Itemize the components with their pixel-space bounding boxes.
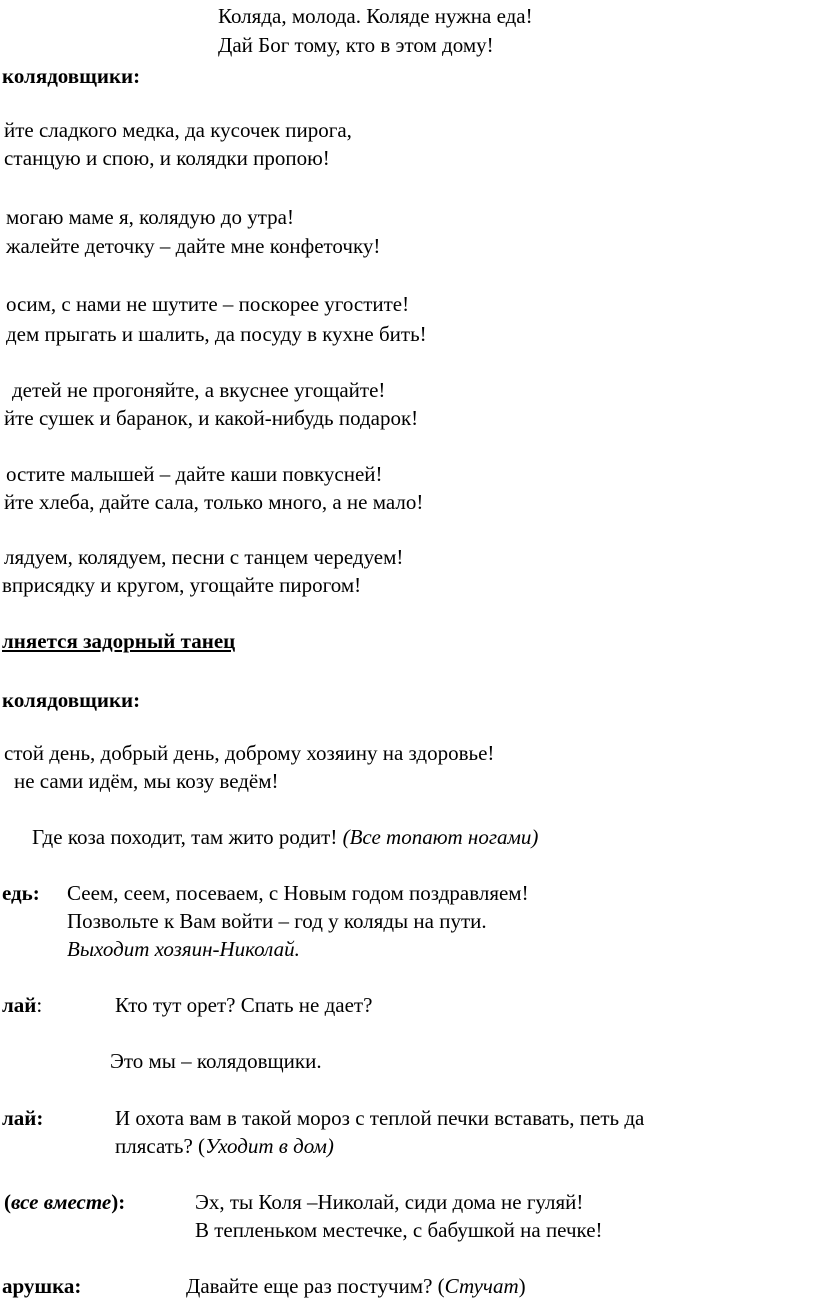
stage-direction: Стучат bbox=[444, 1274, 519, 1298]
text-line: Коляда, молода. Коляде нужна еда! bbox=[218, 4, 533, 28]
speaker-label: лай: bbox=[2, 1106, 44, 1130]
speaker-name: лай bbox=[2, 993, 37, 1017]
text-line bbox=[32, 825, 538, 850]
text-line: Позвольте к Вам войти – год у коляды на пути. bbox=[67, 909, 487, 933]
speaker-note: все вместе bbox=[11, 1190, 112, 1214]
text-line: йте хлеба, дайте сала, только много, а не мало! bbox=[4, 490, 424, 514]
text-line bbox=[115, 1134, 334, 1159]
text-line: дем прыгать и шалить, да посуду в кухне бить! bbox=[6, 322, 427, 346]
speaker-label bbox=[4, 1190, 125, 1215]
speaker-label: едь: bbox=[2, 881, 40, 905]
stage-direction-heading: лняется задорный танец bbox=[2, 629, 236, 653]
text-line: Это мы – колядовщики. bbox=[110, 1049, 322, 1073]
line-text: Давайте еще раз постучим? ( bbox=[186, 1274, 445, 1298]
colon: : bbox=[36, 993, 43, 1017]
line-text: плясать? ( bbox=[115, 1134, 206, 1158]
text-line: стой день, добрый день, доброму хозяину на здоровье! bbox=[4, 741, 495, 765]
line-text: Где коза походит, там жито родит! bbox=[32, 825, 338, 849]
text-line: И охота вам в такой мороз с теплой печки вставать, петь да bbox=[115, 1106, 645, 1130]
text-line: детей не прогоняйте, а вкуснее угощайте! bbox=[12, 378, 386, 402]
text-line: В тепленьком местечке, с бабушкой на печке! bbox=[195, 1218, 603, 1242]
text-line: вприсядку и кругом, угощайте пирогом! bbox=[2, 573, 362, 597]
text-line bbox=[186, 1274, 526, 1299]
paren-open: ( bbox=[4, 1190, 11, 1214]
text-line: станцую и спою, и колядки пропою! bbox=[4, 146, 330, 170]
text-line: осим, с нами не шутите – поскорее угостите! bbox=[6, 292, 410, 316]
text-line: Эх, ты Коля –Николай, сиди дома не гуляй! bbox=[195, 1190, 584, 1214]
stage-direction: Уходит в дом) bbox=[205, 1134, 334, 1158]
text-line: Кто тут орет? Спать не дает? bbox=[115, 993, 373, 1017]
paren-close: ): bbox=[111, 1190, 126, 1214]
speaker-heading: колядовщики: bbox=[2, 64, 141, 88]
text-line: могаю маме я, колядую до утра! bbox=[6, 205, 294, 229]
text-line: йте сладкого медка, да кусочек пирога, bbox=[4, 118, 352, 142]
text-line: Дай Бог тому, кто в этом дому! bbox=[218, 33, 494, 57]
text-line: Сеем, сеем, посеваем, с Новым годом поздравляем! bbox=[67, 881, 529, 905]
text-line: йте сушек и баранок, и какой-нибудь подарок! bbox=[4, 406, 419, 430]
stage-direction: Выходит хозяин-Николай. bbox=[67, 937, 300, 961]
text-line: лядуем, колядуем, песни с танцем чередуем! bbox=[4, 545, 404, 569]
paren-close: ) bbox=[518, 1274, 526, 1298]
speaker-label: арушка: bbox=[2, 1274, 82, 1298]
text-line: не сами идём, мы козу ведём! bbox=[14, 769, 279, 793]
stage-direction: (Все топают ногами) bbox=[342, 825, 539, 849]
text-line: остите малышей – дайте каши повкусней! bbox=[6, 462, 383, 486]
text-line: жалейте деточку – дайте мне конфеточку! bbox=[6, 234, 381, 258]
speaker-heading: колядовщики: bbox=[2, 688, 141, 712]
speaker-label bbox=[2, 993, 42, 1018]
